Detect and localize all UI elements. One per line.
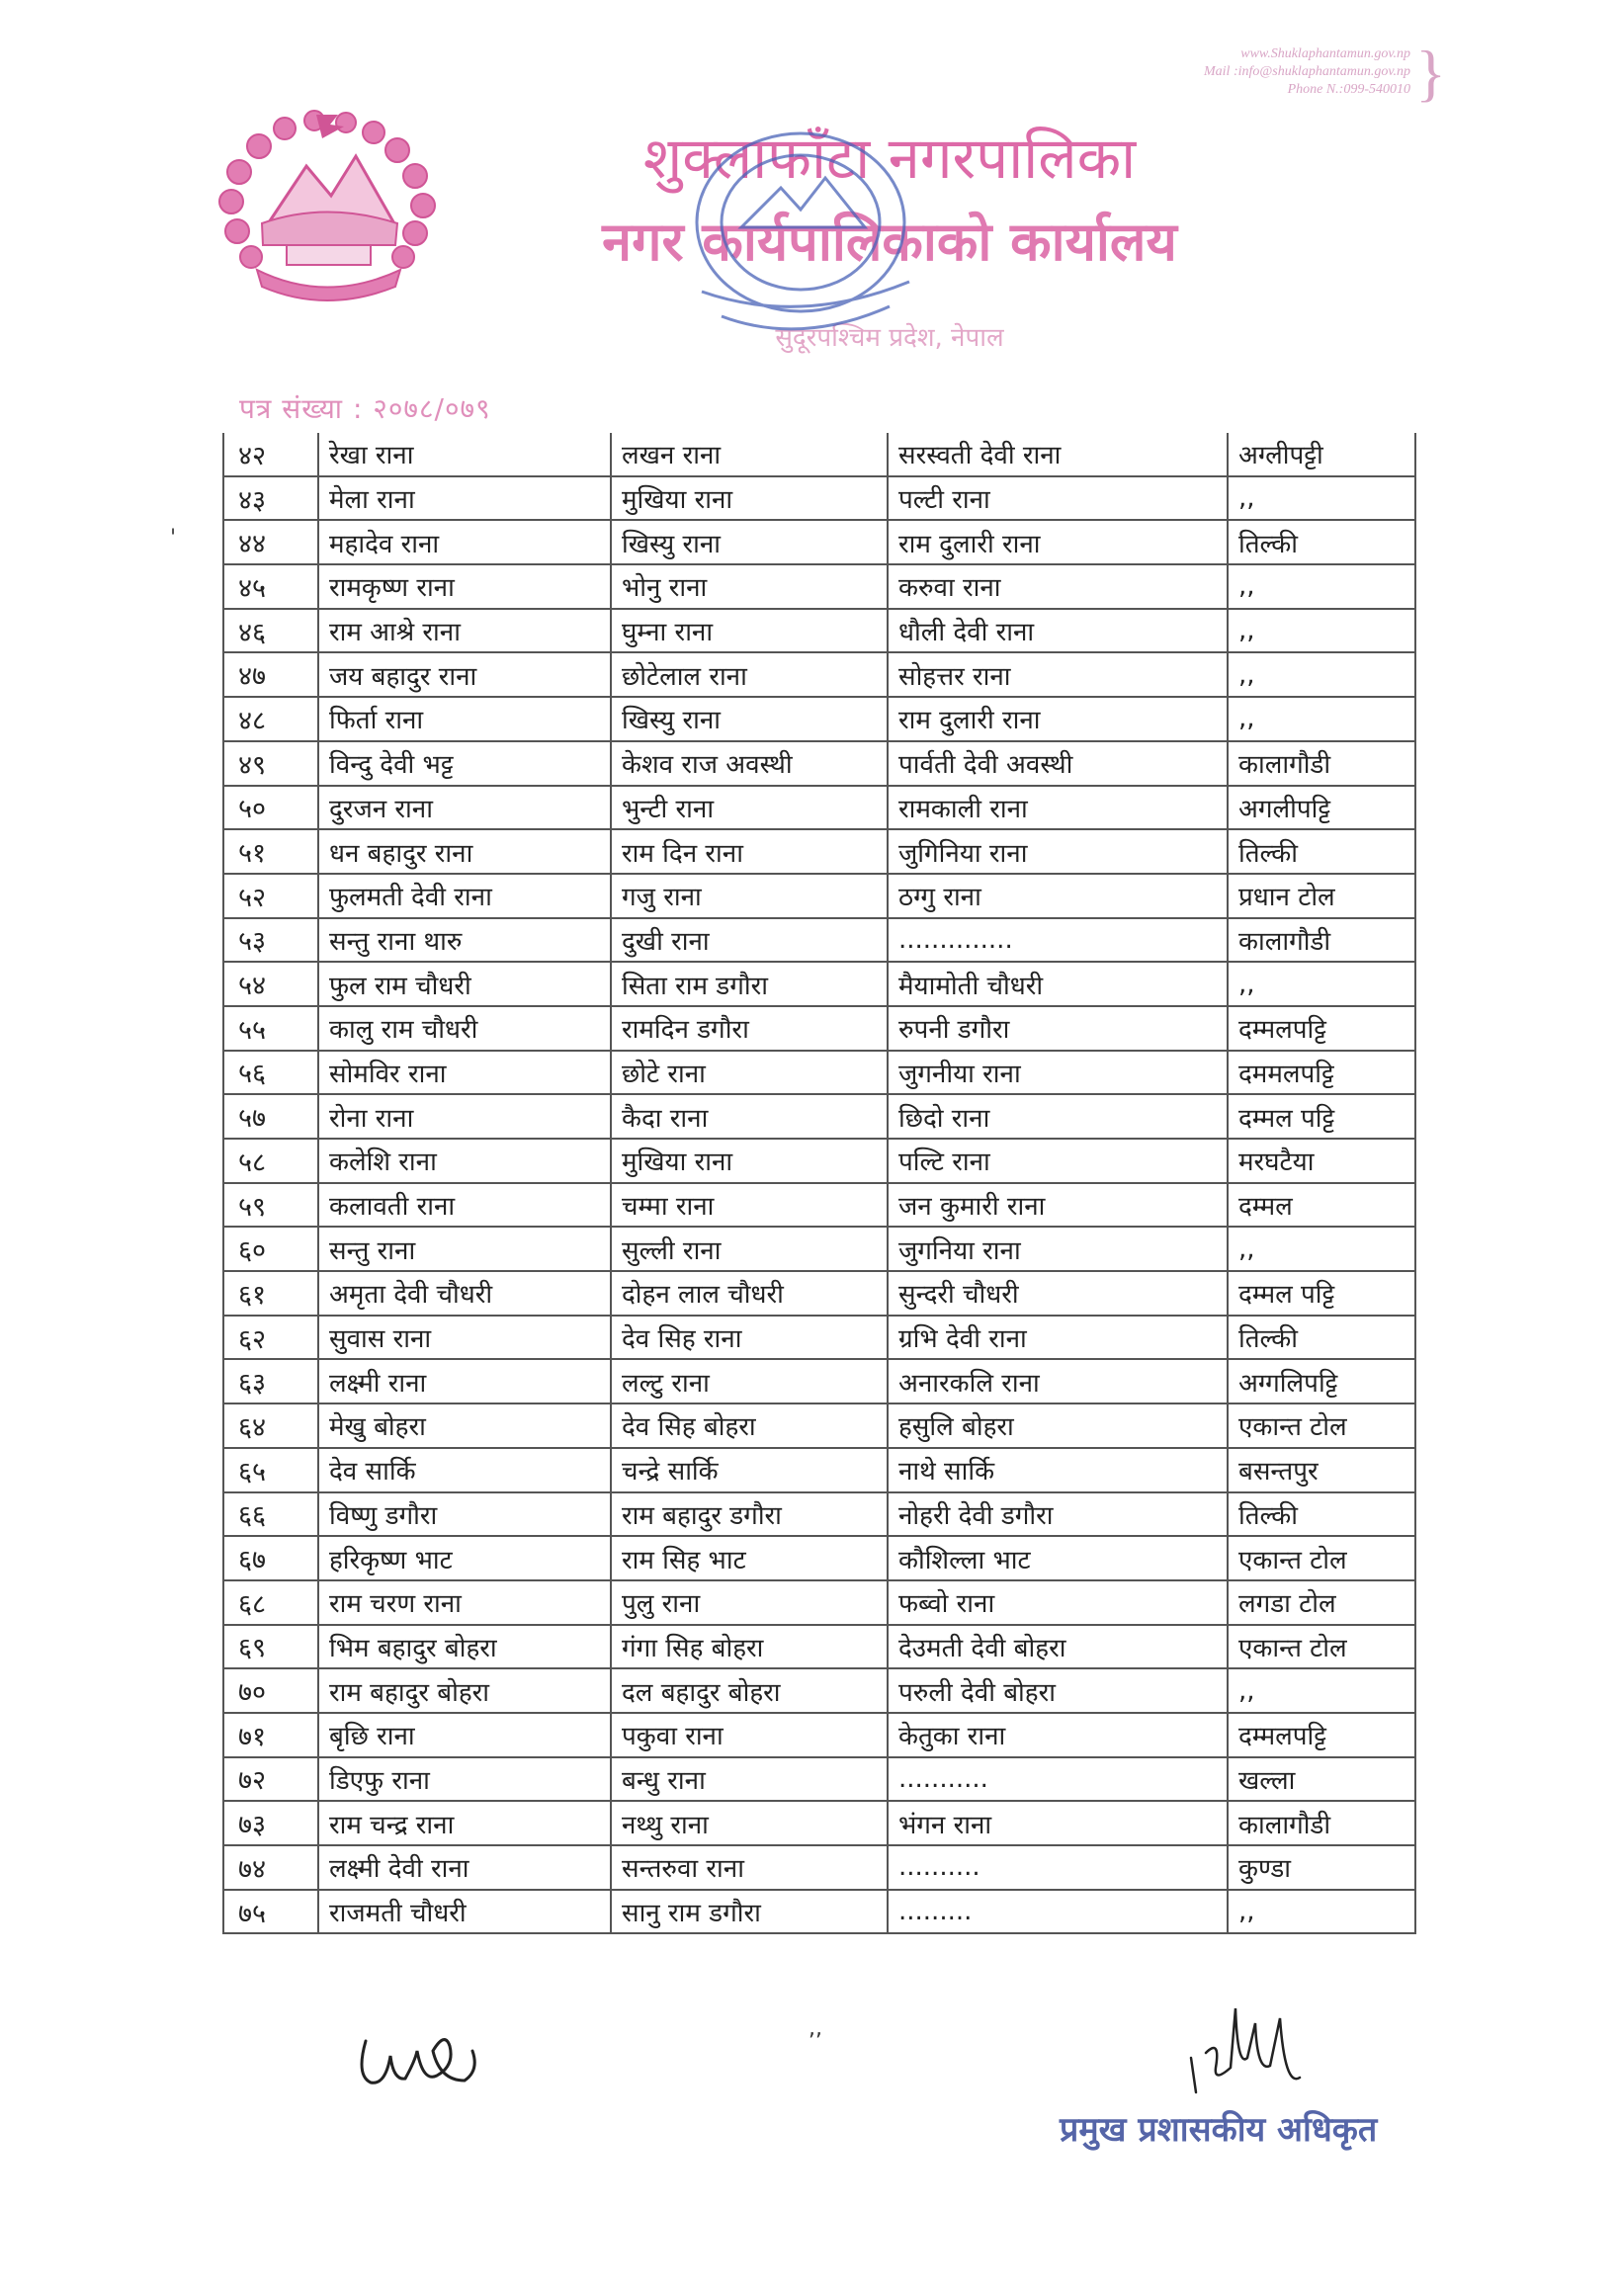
serial-number-cell: ४३ [223, 476, 318, 521]
mother-name-cell: हसुलि बोहरा [888, 1403, 1228, 1448]
table-row [223, 1492, 1415, 1537]
father-name-cell: राम दिन राना [611, 829, 888, 874]
father-name-cell: पुलु राना [611, 1580, 888, 1625]
mother-name-cell: पल्टि राना [888, 1139, 1228, 1183]
beneficiary-name-cell: फुल राम चौधरी [318, 962, 611, 1006]
mother-name-cell: सुन्दरी चौधरी [888, 1271, 1228, 1316]
serial-number-cell: ५९ [223, 1183, 318, 1228]
mother-name-cell: केतुका राना [888, 1713, 1228, 1757]
mother-name-cell: ग्रभि देवी राना [888, 1316, 1228, 1360]
serial-number-cell: ७२ [223, 1757, 318, 1802]
table-row [223, 1845, 1415, 1890]
beneficiary-name-cell: मेला राना [318, 476, 611, 521]
mother-name-cell: भंगन राना [888, 1801, 1228, 1845]
father-name-cell: मुखिया राना [611, 476, 888, 521]
father-name-cell: गजु राना [611, 874, 888, 918]
office-subtitle: नगर कार्यपालिकाको कार्यालय [602, 211, 1177, 273]
serial-number-cell: ४२ [223, 433, 318, 476]
serial-number-cell: ५५ [223, 1006, 318, 1051]
address-cell: तिल्की [1228, 520, 1415, 564]
table-row [223, 1139, 1415, 1183]
father-name-cell: चम्मा राना [611, 1183, 888, 1228]
serial-number-cell: ६३ [223, 1359, 318, 1403]
beneficiary-name-cell: राम आश्रे राना [318, 609, 611, 653]
mother-name-cell: करुवा राना [888, 564, 1228, 609]
address-cell: कालागौडी [1228, 918, 1415, 963]
serial-number-cell: ४७ [223, 652, 318, 697]
beneficiary-name-cell: राजमती चौधरी [318, 1890, 611, 1934]
mail-text: Mail :info@shuklaphantamun.gov.np [1204, 64, 1410, 79]
address-cell: बसन्तपुर [1228, 1448, 1415, 1492]
address-cell: दम्मल [1228, 1183, 1415, 1228]
serial-number-cell: ४५ [223, 564, 318, 609]
table-row [223, 1271, 1415, 1316]
serial-number-cell: ७० [223, 1668, 318, 1713]
father-name-cell: राम सिह भाट [611, 1536, 888, 1580]
father-name-cell: लल्टु राना [611, 1359, 888, 1403]
serial-number-cell: ५२ [223, 874, 318, 918]
beneficiary-name-cell: सुवास राना [318, 1316, 611, 1360]
address-cell: तिल्की [1228, 1316, 1415, 1360]
mother-name-cell: जुगनिया राना [888, 1227, 1228, 1271]
beneficiary-name-cell: सन्तु राना [318, 1227, 611, 1271]
beneficiary-name-cell: रेखा राना [318, 433, 611, 476]
father-name-cell: केशव राज अवस्थी [611, 741, 888, 786]
father-name-cell: गंगा सिह बोहरा [611, 1625, 888, 1669]
address-cell: मरघटैया [1228, 1139, 1415, 1183]
serial-number-cell: ५६ [223, 1051, 318, 1095]
father-name-cell: चन्द्रे सार्कि [611, 1448, 888, 1492]
serial-number-cell: ४८ [223, 697, 318, 741]
beneficiary-name-cell: सन्तु राना थारु [318, 918, 611, 963]
table-row [223, 1448, 1415, 1492]
mother-name-cell: राम दुलारी राना [888, 520, 1228, 564]
mother-name-cell: .............. [888, 918, 1228, 963]
mother-name-cell: राम दुलारी राना [888, 697, 1228, 741]
serial-number-cell: ६२ [223, 1316, 318, 1360]
beneficiary-name-cell: विन्दु देवी भट्ट [318, 741, 611, 786]
serial-number-cell: ६४ [223, 1403, 318, 1448]
beneficiary-name-cell: देव सार्कि [318, 1448, 611, 1492]
address-cell: ,, [1228, 1227, 1415, 1271]
mother-name-cell: सोहत्तर राना [888, 652, 1228, 697]
beneficiary-name-cell: रामकृष्ण राना [318, 564, 611, 609]
beneficiary-name-cell: जय बहादुर राना [318, 652, 611, 697]
address-cell: ,, [1228, 962, 1415, 1006]
table-row [223, 1668, 1415, 1713]
father-name-cell: छोटे राना [611, 1051, 888, 1095]
address-cell: अगलीपट्टि [1228, 786, 1415, 830]
address-cell: खल्ला [1228, 1757, 1415, 1802]
mother-name-cell: पार्वती देवी अवस्थी [888, 741, 1228, 786]
serial-number-cell: ७५ [223, 1890, 318, 1934]
table-row [223, 1403, 1415, 1448]
address-cell: अग्लीपट्टी [1228, 433, 1415, 476]
mother-name-cell: ........... [888, 1757, 1228, 1802]
table-row [223, 918, 1415, 963]
beneficiary-name-cell: राम बहादुर बोहरा [318, 1668, 611, 1713]
contact-info [1204, 38, 1446, 108]
beneficiary-name-cell: फुलमती देवी राना [318, 874, 611, 918]
serial-number-cell: ५३ [223, 918, 318, 963]
address-cell: तिल्की [1228, 829, 1415, 874]
beneficiary-name-cell: लक्ष्मी राना [318, 1359, 611, 1403]
table-row [223, 476, 1415, 521]
serial-number-cell: ५८ [223, 1139, 318, 1183]
father-name-cell: देव सिह राना [611, 1316, 888, 1360]
table-row [223, 1713, 1415, 1757]
beneficiary-name-cell: विष्णु डगौरा [318, 1492, 611, 1537]
mother-name-cell: धौली देवी राना [888, 609, 1228, 653]
table-row [223, 433, 1415, 476]
office-address: सुदूरपश्चिम प्रदेश, नेपाल [775, 323, 1004, 353]
mother-name-cell: रामकाली राना [888, 786, 1228, 830]
address-cell: ,, [1228, 564, 1415, 609]
official-stamp [633, 119, 969, 356]
table-row [223, 1316, 1415, 1360]
mother-name-cell: छिदो राना [888, 1094, 1228, 1139]
address-cell: दममलपट्टि [1228, 1051, 1415, 1095]
serial-number-cell: ४६ [223, 609, 318, 653]
beneficiary-name-cell: भिम बहादुर बोहरा [318, 1625, 611, 1669]
mother-name-cell: .......... [888, 1845, 1228, 1890]
beneficiary-table [222, 433, 1416, 1934]
beneficiary-name-cell: राम चरण राना [318, 1580, 611, 1625]
table-row [223, 829, 1415, 874]
serial-number-cell: ६६ [223, 1492, 318, 1537]
address-cell: एकान्त टोल [1228, 1625, 1415, 1669]
table-row [223, 1890, 1415, 1934]
serial-number-cell: ५० [223, 786, 318, 830]
beneficiary-name-cell: दुरजन राना [318, 786, 611, 830]
table-row [223, 1757, 1415, 1802]
website-text: www.Shuklaphantamun.gov.np [1240, 46, 1410, 61]
table-row [223, 1094, 1415, 1139]
signature-left [346, 2021, 494, 2110]
beneficiary-name-cell: कालु राम चौधरी [318, 1006, 611, 1051]
mother-name-cell: परुली देवी बोहरा [888, 1668, 1228, 1713]
table-row [223, 697, 1415, 741]
table-row [223, 786, 1415, 830]
father-name-cell: पकुवा राना [611, 1713, 888, 1757]
father-name-cell: मुखिया राना [611, 1139, 888, 1183]
office-name: शुक्लाफाँटा नगरपालिका [642, 125, 1137, 192]
father-name-cell: रामदिन डगौरा [611, 1006, 888, 1051]
father-name-cell: सानु राम डगौरा [611, 1890, 888, 1934]
father-name-cell: भुन्टी राना [611, 786, 888, 830]
father-name-cell: छोटेलाल राना [611, 652, 888, 697]
address-cell: दम्मल पट्टि [1228, 1271, 1415, 1316]
address-cell: अग्गलिपट्टि [1228, 1359, 1415, 1403]
beneficiary-name-cell: रोना राना [318, 1094, 611, 1139]
beneficiary-name-cell: राम चन्द्र राना [318, 1801, 611, 1845]
father-name-cell: खिस्यु राना [611, 697, 888, 741]
table-row [223, 1183, 1415, 1228]
table-row [223, 874, 1415, 918]
serial-number-cell: ७३ [223, 1801, 318, 1845]
serial-number-cell: ६८ [223, 1580, 318, 1625]
serial-number-cell: ६७ [223, 1536, 318, 1580]
address-cell: प्रधान टोल [1228, 874, 1415, 918]
serial-number-cell: ४९ [223, 741, 318, 786]
address-cell: दम्मलपट्टि [1228, 1006, 1415, 1051]
father-name-cell: लखन राना [611, 433, 888, 476]
mother-name-cell: जन कुमारी राना [888, 1183, 1228, 1228]
address-cell: ,, [1228, 652, 1415, 697]
beneficiary-name-cell: कलेशि राना [318, 1139, 611, 1183]
table-row [223, 1625, 1415, 1669]
father-name-cell: घुम्ना राना [611, 609, 888, 653]
mother-name-cell: पल्टी राना [888, 476, 1228, 521]
address-cell: कालागौडी [1228, 1801, 1415, 1845]
mother-name-cell: नाथे सार्कि [888, 1448, 1228, 1492]
father-name-cell: सिता राम डगौरा [611, 962, 888, 1006]
mother-name-cell: कौशिल्ला भाट [888, 1536, 1228, 1580]
father-name-cell: दुखी राना [611, 918, 888, 963]
table-row [223, 1801, 1415, 1845]
address-cell: दम्मलपट्टि [1228, 1713, 1415, 1757]
mother-name-cell: मैयामोती चौधरी [888, 962, 1228, 1006]
serial-number-cell: ५४ [223, 962, 318, 1006]
address-cell: दम्मल पट्टि [1228, 1094, 1415, 1139]
beneficiary-name-cell: लक्ष्मी देवी राना [318, 1845, 611, 1890]
address-cell: तिल्की [1228, 1492, 1415, 1537]
table-row [223, 652, 1415, 697]
table-row [223, 520, 1415, 564]
father-name-cell: देव सिह बोहरा [611, 1403, 888, 1448]
father-name-cell: दोहन लाल चौधरी [611, 1271, 888, 1316]
father-name-cell: राम बहादुर डगौरा [611, 1492, 888, 1537]
beneficiary-name-cell: अमृता देवी चौधरी [318, 1271, 611, 1316]
mother-name-cell: अनारकलि राना [888, 1359, 1228, 1403]
beneficiary-name-cell: डिएफु राना [318, 1757, 611, 1802]
phone-text: Phone N.:099-540010 [1287, 82, 1410, 97]
table-row [223, 1359, 1415, 1403]
serial-number-cell: ५७ [223, 1094, 318, 1139]
mother-name-cell: देउमती देवी बोहरा [888, 1625, 1228, 1669]
address-cell: कुण्डा [1228, 1845, 1415, 1890]
address-cell: ,, [1228, 609, 1415, 653]
father-name-cell: खिस्यु राना [611, 520, 888, 564]
serial-number-cell: ६० [223, 1227, 318, 1271]
address-cell: ,, [1228, 1668, 1415, 1713]
table-row [223, 1580, 1415, 1625]
father-name-cell: नथ्थु राना [611, 1801, 888, 1845]
beneficiary-name-cell: बृछि राना [318, 1713, 611, 1757]
father-name-cell: बन्धु राना [611, 1757, 888, 1802]
beneficiary-name-cell: मेखु बोहरा [318, 1403, 611, 1448]
serial-number-cell: ६१ [223, 1271, 318, 1316]
stray-mark: ,, [809, 2016, 822, 2041]
mother-name-cell: जुगनीया राना [888, 1051, 1228, 1095]
mother-name-cell: फब्वो राना [888, 1580, 1228, 1625]
address-cell: ,, [1228, 1890, 1415, 1934]
mother-name-cell: जुगिनिया राना [888, 829, 1228, 874]
table-row [223, 609, 1415, 653]
address-cell: एकान्त टोल [1228, 1403, 1415, 1448]
serial-number-cell: ७४ [223, 1845, 318, 1890]
father-name-cell: दल बहादुर बोहरा [611, 1668, 888, 1713]
beneficiary-name-cell: धन बहादुर राना [318, 829, 611, 874]
mother-name-cell: ठग्गु राना [888, 874, 1228, 918]
address-cell: कालागौडी [1228, 741, 1415, 786]
table-row [223, 1051, 1415, 1095]
signatory-title: प्रमुख प्रशासकीय अधिकृत [1060, 2110, 1378, 2150]
serial-number-cell: ७१ [223, 1713, 318, 1757]
signature-right [1176, 1998, 1305, 2102]
table-row [223, 1536, 1415, 1580]
table-row [223, 1227, 1415, 1271]
brace-mark: } [1415, 38, 1446, 108]
father-name-cell: कैदा राना [611, 1094, 888, 1139]
serial-number-cell: ४४ [223, 520, 318, 564]
mother-name-cell: नोहरी देवी डगौरा [888, 1492, 1228, 1537]
table-row [223, 564, 1415, 609]
margin-mark: ' [170, 526, 177, 551]
address-cell: ,, [1228, 476, 1415, 521]
mother-name-cell: ......... [888, 1890, 1228, 1934]
beneficiary-name-cell: सोमविर राना [318, 1051, 611, 1095]
mother-name-cell: रुपनी डगौरा [888, 1006, 1228, 1051]
serial-number-cell: ६९ [223, 1625, 318, 1669]
table-row [223, 741, 1415, 786]
letter-number: पत्र संख्या : २०७८/०७९ [239, 392, 491, 425]
father-name-cell: भोनु राना [611, 564, 888, 609]
serial-number-cell: ५१ [223, 829, 318, 874]
beneficiary-name-cell: हरिकृष्ण भाट [318, 1536, 611, 1580]
mother-name-cell: सरस्वती देवी राना [888, 433, 1228, 476]
address-cell: लगडा टोल [1228, 1580, 1415, 1625]
address-cell: ,, [1228, 697, 1415, 741]
table-row [223, 1006, 1415, 1051]
table-body [223, 433, 1415, 1933]
address-cell: एकान्त टोल [1228, 1536, 1415, 1580]
beneficiary-name-cell: फिर्ता राना [318, 697, 611, 741]
beneficiary-name-cell: कलावती राना [318, 1183, 611, 1228]
serial-number-cell: ६५ [223, 1448, 318, 1492]
beneficiary-name-cell: महादेव राना [318, 520, 611, 564]
father-name-cell: सन्तरुवा राना [611, 1845, 888, 1890]
table-row [223, 962, 1415, 1006]
father-name-cell: सुल्ली राना [611, 1227, 888, 1271]
